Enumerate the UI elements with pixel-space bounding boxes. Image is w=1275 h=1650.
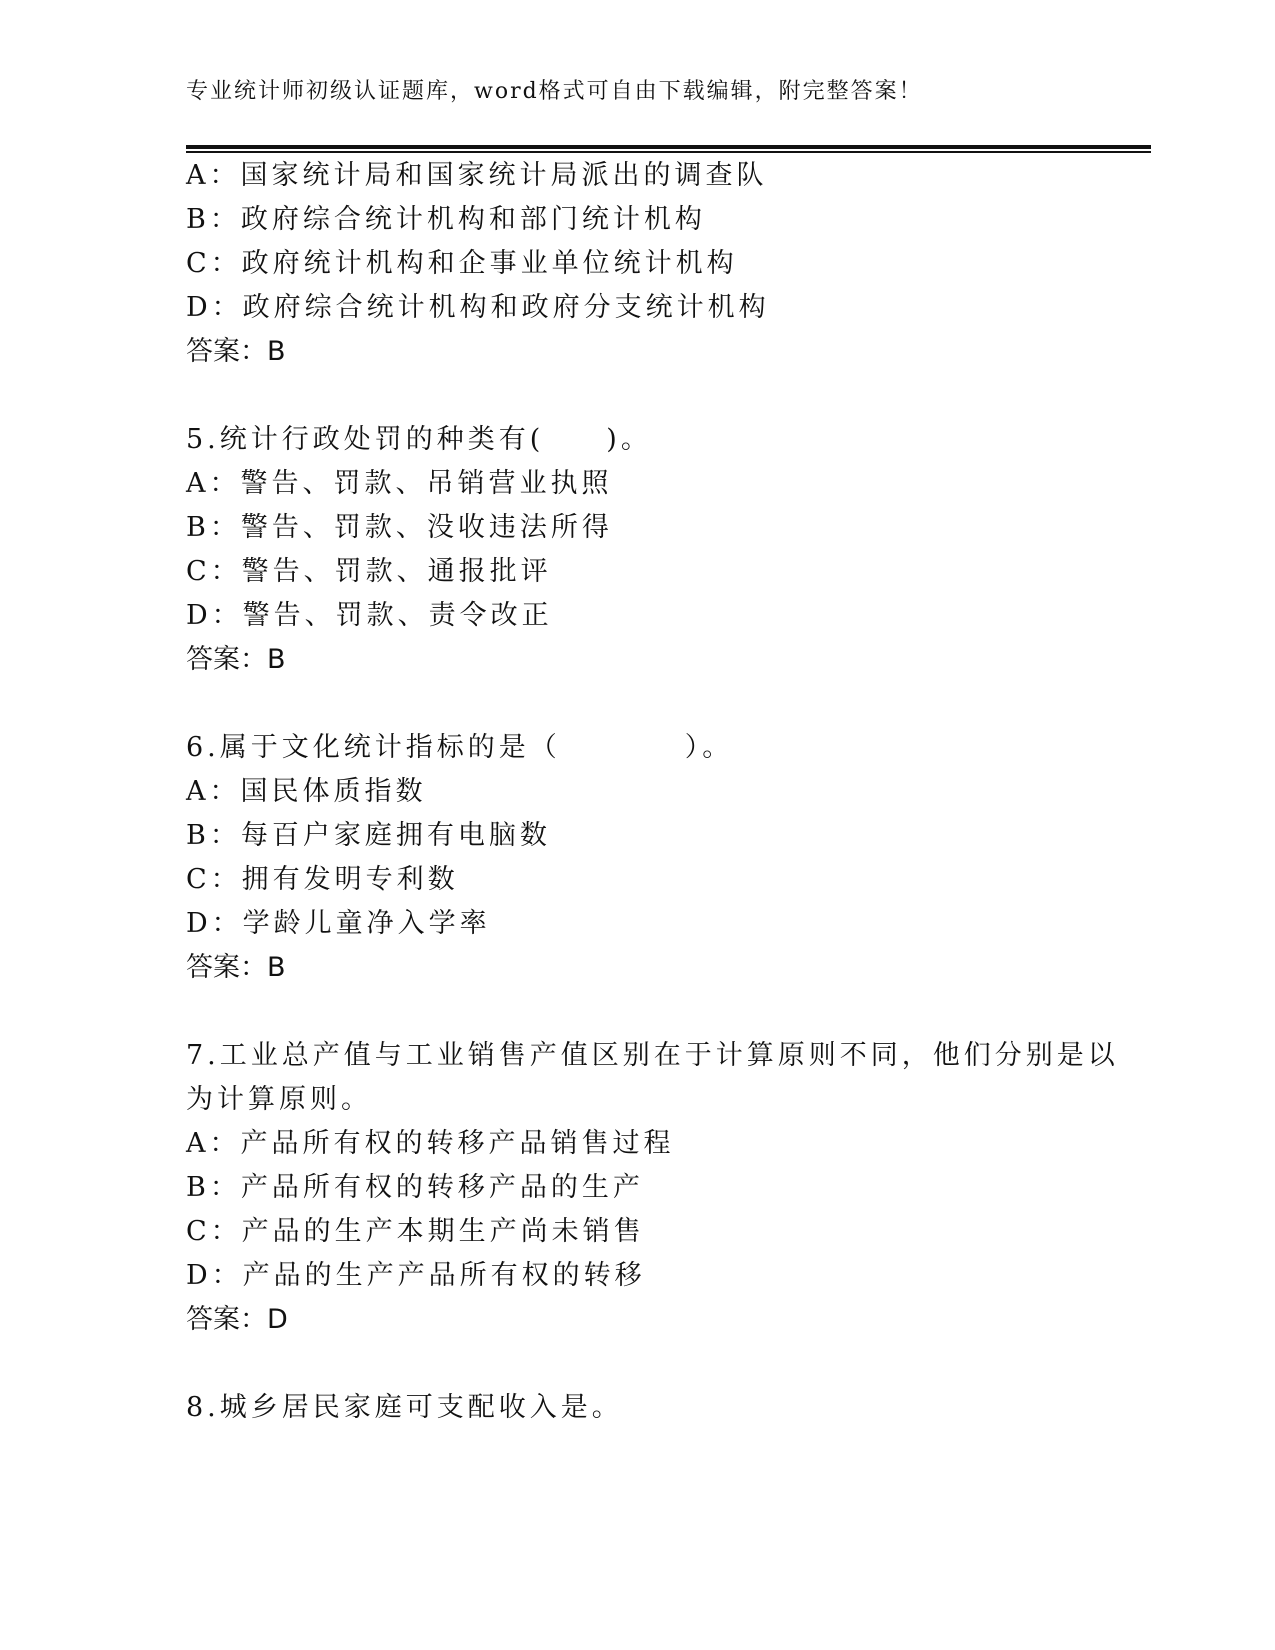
prev-option-b: B：政府综合统计机构和部门统计机构 <box>186 204 706 235</box>
prev-option-a: A：国家统计局和国家统计局派出的调查队 <box>186 160 768 191</box>
q7-stem-line1: 7.工业总产值与工业销售产值区别在于计算原则不同，他们分别是以 <box>186 1040 1119 1071</box>
divider-thick-line <box>186 145 1151 149</box>
q7-answer: 答案：D <box>186 1304 288 1335</box>
q5-option-a: A：警告、罚款、吊销营业执照 <box>186 468 613 499</box>
q5-answer: 答案：B <box>186 644 286 675</box>
divider-thin-line <box>186 151 1151 153</box>
prev-option-c: C：政府统计机构和企事业单位统计机构 <box>186 248 738 279</box>
q6-option-b: B：每百户家庭拥有电脑数 <box>186 820 551 851</box>
prev-answer: 答案：B <box>186 336 286 367</box>
q6-option-d: D：学龄儿童净入学率 <box>186 908 491 939</box>
q5-option-d: D：警告、罚款、责令改正 <box>186 600 553 631</box>
q7-option-b: B：产品所有权的转移产品的生产 <box>186 1172 644 1203</box>
q6-stem: 6.属于文化统计指标的是（ ）。 <box>186 732 734 763</box>
q6-option-a: A：国民体质指数 <box>186 776 427 807</box>
header-divider <box>186 145 1151 152</box>
q5-option-c: C：警告、罚款、通报批评 <box>186 556 552 587</box>
q6-answer: 答案：B <box>186 952 286 983</box>
q7-option-d: D：产品的生产产品所有权的转移 <box>186 1260 646 1291</box>
prev-option-d: D：政府综合统计机构和政府分支统计机构 <box>186 292 770 323</box>
q8-stem: 8.城乡居民家庭可支配收入是。 <box>186 1392 623 1423</box>
q7-option-a: A：产品所有权的转移产品销售过程 <box>186 1128 675 1159</box>
q5-stem: 5.统计行政处罚的种类有( )。 <box>186 424 652 455</box>
document-header: 专业统计师初级认证题库，word格式可自由下载编辑，附完整答案！ <box>186 79 923 104</box>
q6-option-c: C：拥有发明专利数 <box>186 864 459 895</box>
q7-stem-line2: 为计算原则。 <box>186 1084 372 1115</box>
q5-option-b: B：警告、罚款、没收违法所得 <box>186 512 613 543</box>
q7-option-c: C：产品的生产本期生产尚未销售 <box>186 1216 645 1247</box>
